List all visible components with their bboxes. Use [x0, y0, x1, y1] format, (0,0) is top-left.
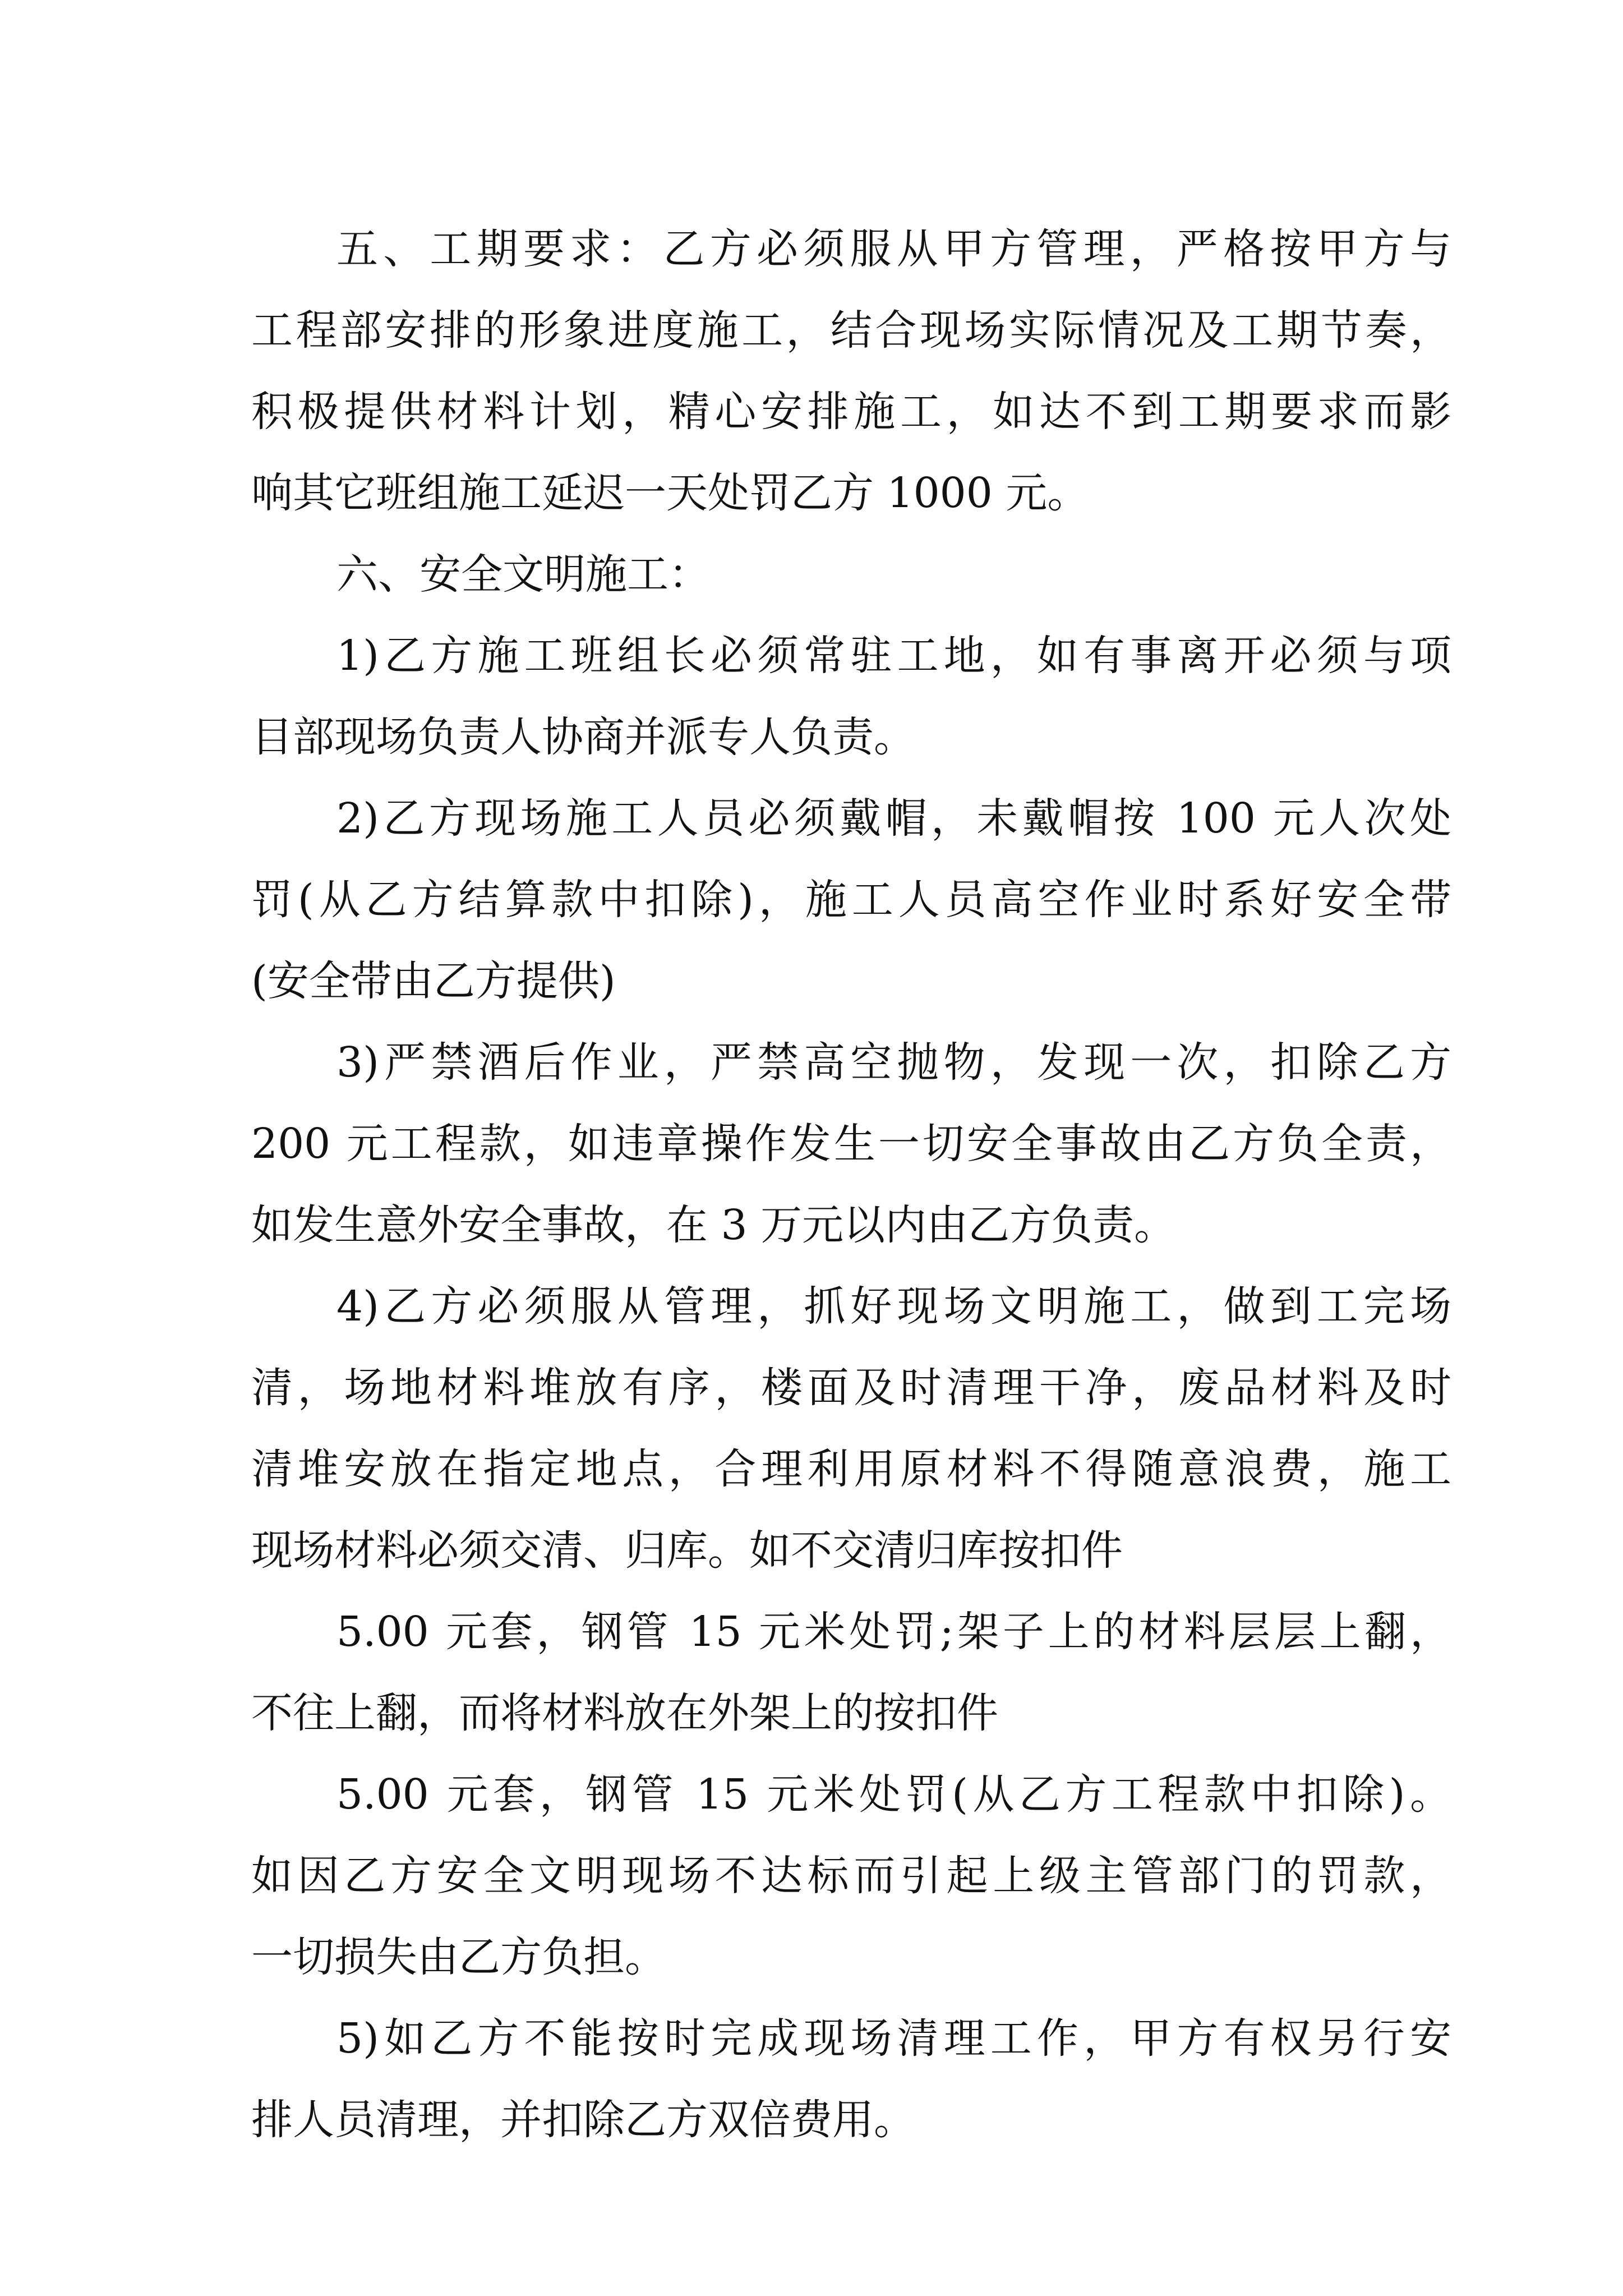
- text-line: 五、工期要求：乙方必须服从甲方管理，严格按甲方与: [336, 225, 1451, 273]
- text-line: 工程部安排的形象进度施工，结合现场实际情况及工期节奏，: [251, 306, 1451, 355]
- text-line: (安全带由乙方提供): [251, 957, 616, 1005]
- text-line: 清，场地材料堆放有序，楼面及时清理干净，废品材料及时: [251, 1364, 1451, 1412]
- text-line: 5.00 元套，钢管 15 元米处罚;架子上的材料层层上翻，: [336, 1608, 1451, 1656]
- paragraph-item-5: [251, 1998, 1451, 2161]
- text-line: 现场材料必须交清、归库。如不交清归库按扣件: [251, 1526, 1123, 1575]
- text-line: 4)乙方必须服从管理，抓好现场文明施工，做到工完场: [336, 1282, 1451, 1331]
- text-line: 目部现场负责人协商并派专人负责。: [251, 713, 915, 761]
- text-line: 1)乙方施工班组长必须常驻工地，如有事离开必须与项: [336, 632, 1451, 680]
- text-line: 一切损失由乙方负担。: [251, 1933, 666, 1981]
- paragraph-item-4-continued: [251, 1591, 1451, 1754]
- section-heading-safety: [251, 534, 1451, 615]
- paragraph-item-4-penalty: [251, 1754, 1451, 1998]
- text-line: 如因乙方安全文明现场不达标而引起上级主管部门的罚款，: [251, 1852, 1451, 1900]
- text-line: 罚(从乙方结算款中扣除)，施工人员高空作业时系好安全带: [251, 876, 1451, 924]
- paragraph-item-4: [251, 1266, 1451, 1591]
- paragraph-item-2: [251, 778, 1451, 1022]
- text-line: 5)如乙方不能按时完成现场清理工作，甲方有权另行安: [336, 2014, 1451, 2063]
- paragraph-item-3: [251, 1022, 1451, 1266]
- text-line: 如发生意外安全事故，在 3 万元以内由乙方负责。: [251, 1201, 1176, 1249]
- paragraph-section-5: [251, 209, 1451, 534]
- text-line: 排人员清理，并扣除乙方双倍费用。: [251, 2096, 915, 2144]
- text-line: 清堆安放在指定地点，合理利用原材料不得随意浪费，施工: [251, 1445, 1451, 1493]
- document-body: [251, 209, 1451, 2161]
- text-line: 响其它班组施工延迟一天处罚乙方 1000 元。: [251, 469, 1089, 517]
- text-line: 六、安全文明施工：: [336, 550, 710, 599]
- text-line: 不往上翻，而将材料放在外架上的按扣件: [251, 1689, 998, 1737]
- text-line: 2)乙方现场施工人员必须戴帽，未戴帽按 100 元人次处: [336, 794, 1451, 843]
- text-line: 3)严禁酒后作业，严禁高空抛物，发现一次，扣除乙方: [336, 1038, 1451, 1087]
- text-line: 积极提供材料计划，精心安排施工，如达不到工期要求而影: [251, 388, 1451, 436]
- paragraph-item-1: [251, 615, 1451, 778]
- text-line: 5.00 元套，钢管 15 元米处罚(从乙方工程款中扣除)。: [336, 1770, 1451, 1819]
- text-line: 200 元工程款，如违章操作发生一切安全事故由乙方负全责，: [251, 1120, 1451, 1168]
